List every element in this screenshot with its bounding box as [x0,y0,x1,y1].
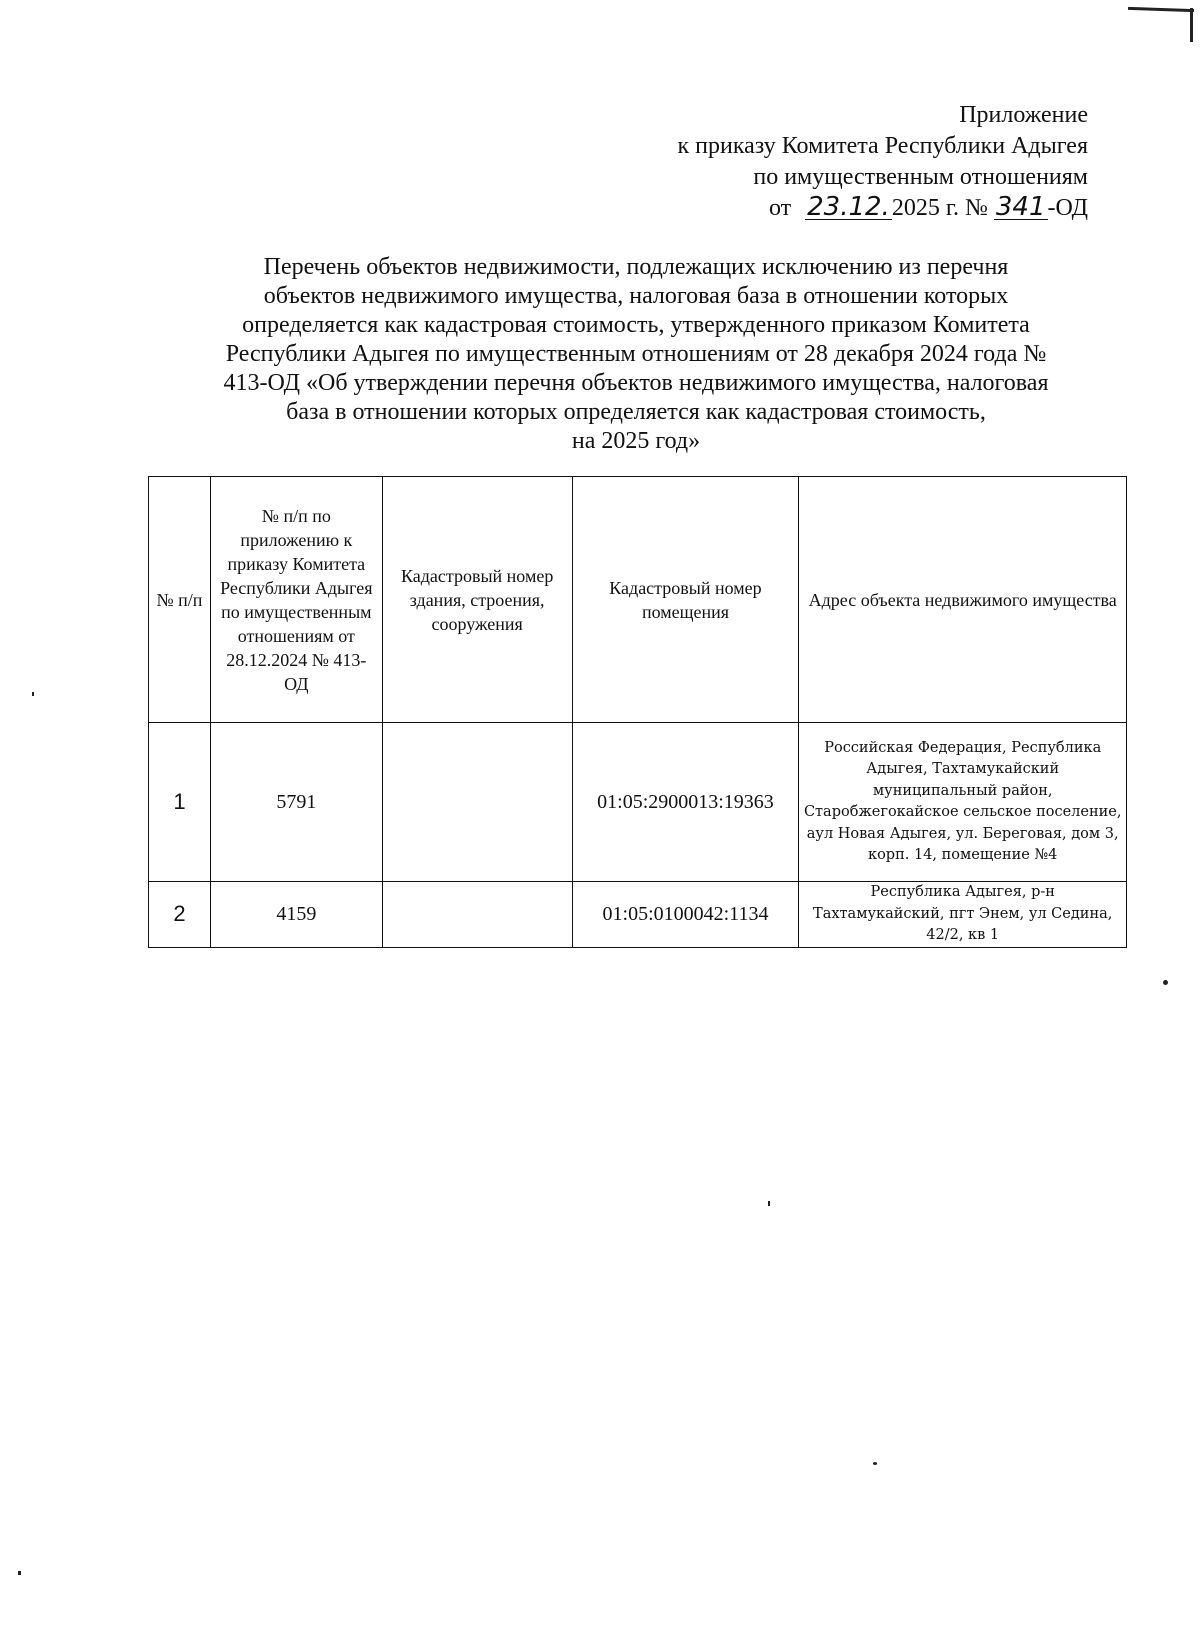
scan-edge-mark [1128,7,1194,12]
col-header-order-number: № п/п по приложению к приказу Комитета Республики Адыгея по имущественным отношениям от 28.12.2024 № 413-ОД [210,477,382,723]
title-line: определяется как кадастровая стоимость, утвержденного приказом Комитета [242,312,1030,338]
handwritten-date: 23.12. [807,192,890,222]
date-prefix: от [768,195,792,221]
col-header-building-cadastral: Кадастровый номер здания, строения, сооружения [382,477,572,723]
cell-number: 1 [149,723,211,882]
header-line-date-number [677,193,1088,224]
scan-dot [873,1462,877,1465]
title-line: Перечень объектов недвижимости, подлежащих исключению из перечня [263,254,1009,280]
document-title [180,253,1092,456]
cell-building-cadastral [382,723,572,882]
cell-address: Российская Федерация, Республика Адыгея, Тахтамукайский муниципальный район, Старобжегокайское сельское поселение, аул Новая Адыгея, ул. Береговая, дом 3, корп. 14, помещение №4 [799,723,1127,882]
table-row [149,723,1127,882]
title-line: на 2025 год» [571,428,701,454]
cell-address: Республика Адыгея, р-н Тахтамукайский, пгт Энем, ул Седина, 42/2, кв 1 [799,882,1127,948]
date-suffix: 2025 г. № [891,195,988,221]
title-line: база в отношении которых определяется как кадастровая стоимость, [286,399,986,425]
cell-building-cadastral [382,882,572,948]
scan-dot [18,1571,21,1575]
scan-dot [32,692,34,696]
table-header-row [149,477,1127,723]
title-line: 413-ОД «Об утверждении перечня объектов недвижимого имущества, налоговая [223,370,1049,396]
header-line-committee: по имущественным отношениям [753,164,1088,190]
property-table [148,476,1127,948]
scan-dot [1163,980,1168,985]
handwritten-number: 341 [995,192,1046,222]
appendix-header [677,100,1088,224]
table-row [149,882,1127,948]
scan-dot [768,1201,770,1206]
title-line: Республики Адыгея по имущественным отношениям от 28 декабря 2024 года № [225,341,1047,367]
cell-room-cadastral: 01:05:0100042:1134 [572,882,799,948]
title-line: объектов недвижимого имущества, налоговая база в отношении которых [263,283,1009,309]
cell-order-number: 5791 [210,723,382,882]
cell-room-cadastral: 01:05:2900013:19363 [572,723,799,882]
header-line-appendix: Приложение [959,102,1088,128]
cell-order-number: 4159 [210,882,382,948]
cell-number: 2 [149,882,211,948]
col-header-room-cadastral: Кадастровый номер помещения [572,477,799,723]
col-header-address: Адрес объекта недвижимого имущества [799,477,1127,723]
number-suffix: -ОД [1047,195,1088,221]
col-header-number: № п/п [149,477,211,723]
header-line-order: к приказу Комитета Республики Адыгея [677,133,1088,159]
scan-edge-mark [1190,8,1193,42]
